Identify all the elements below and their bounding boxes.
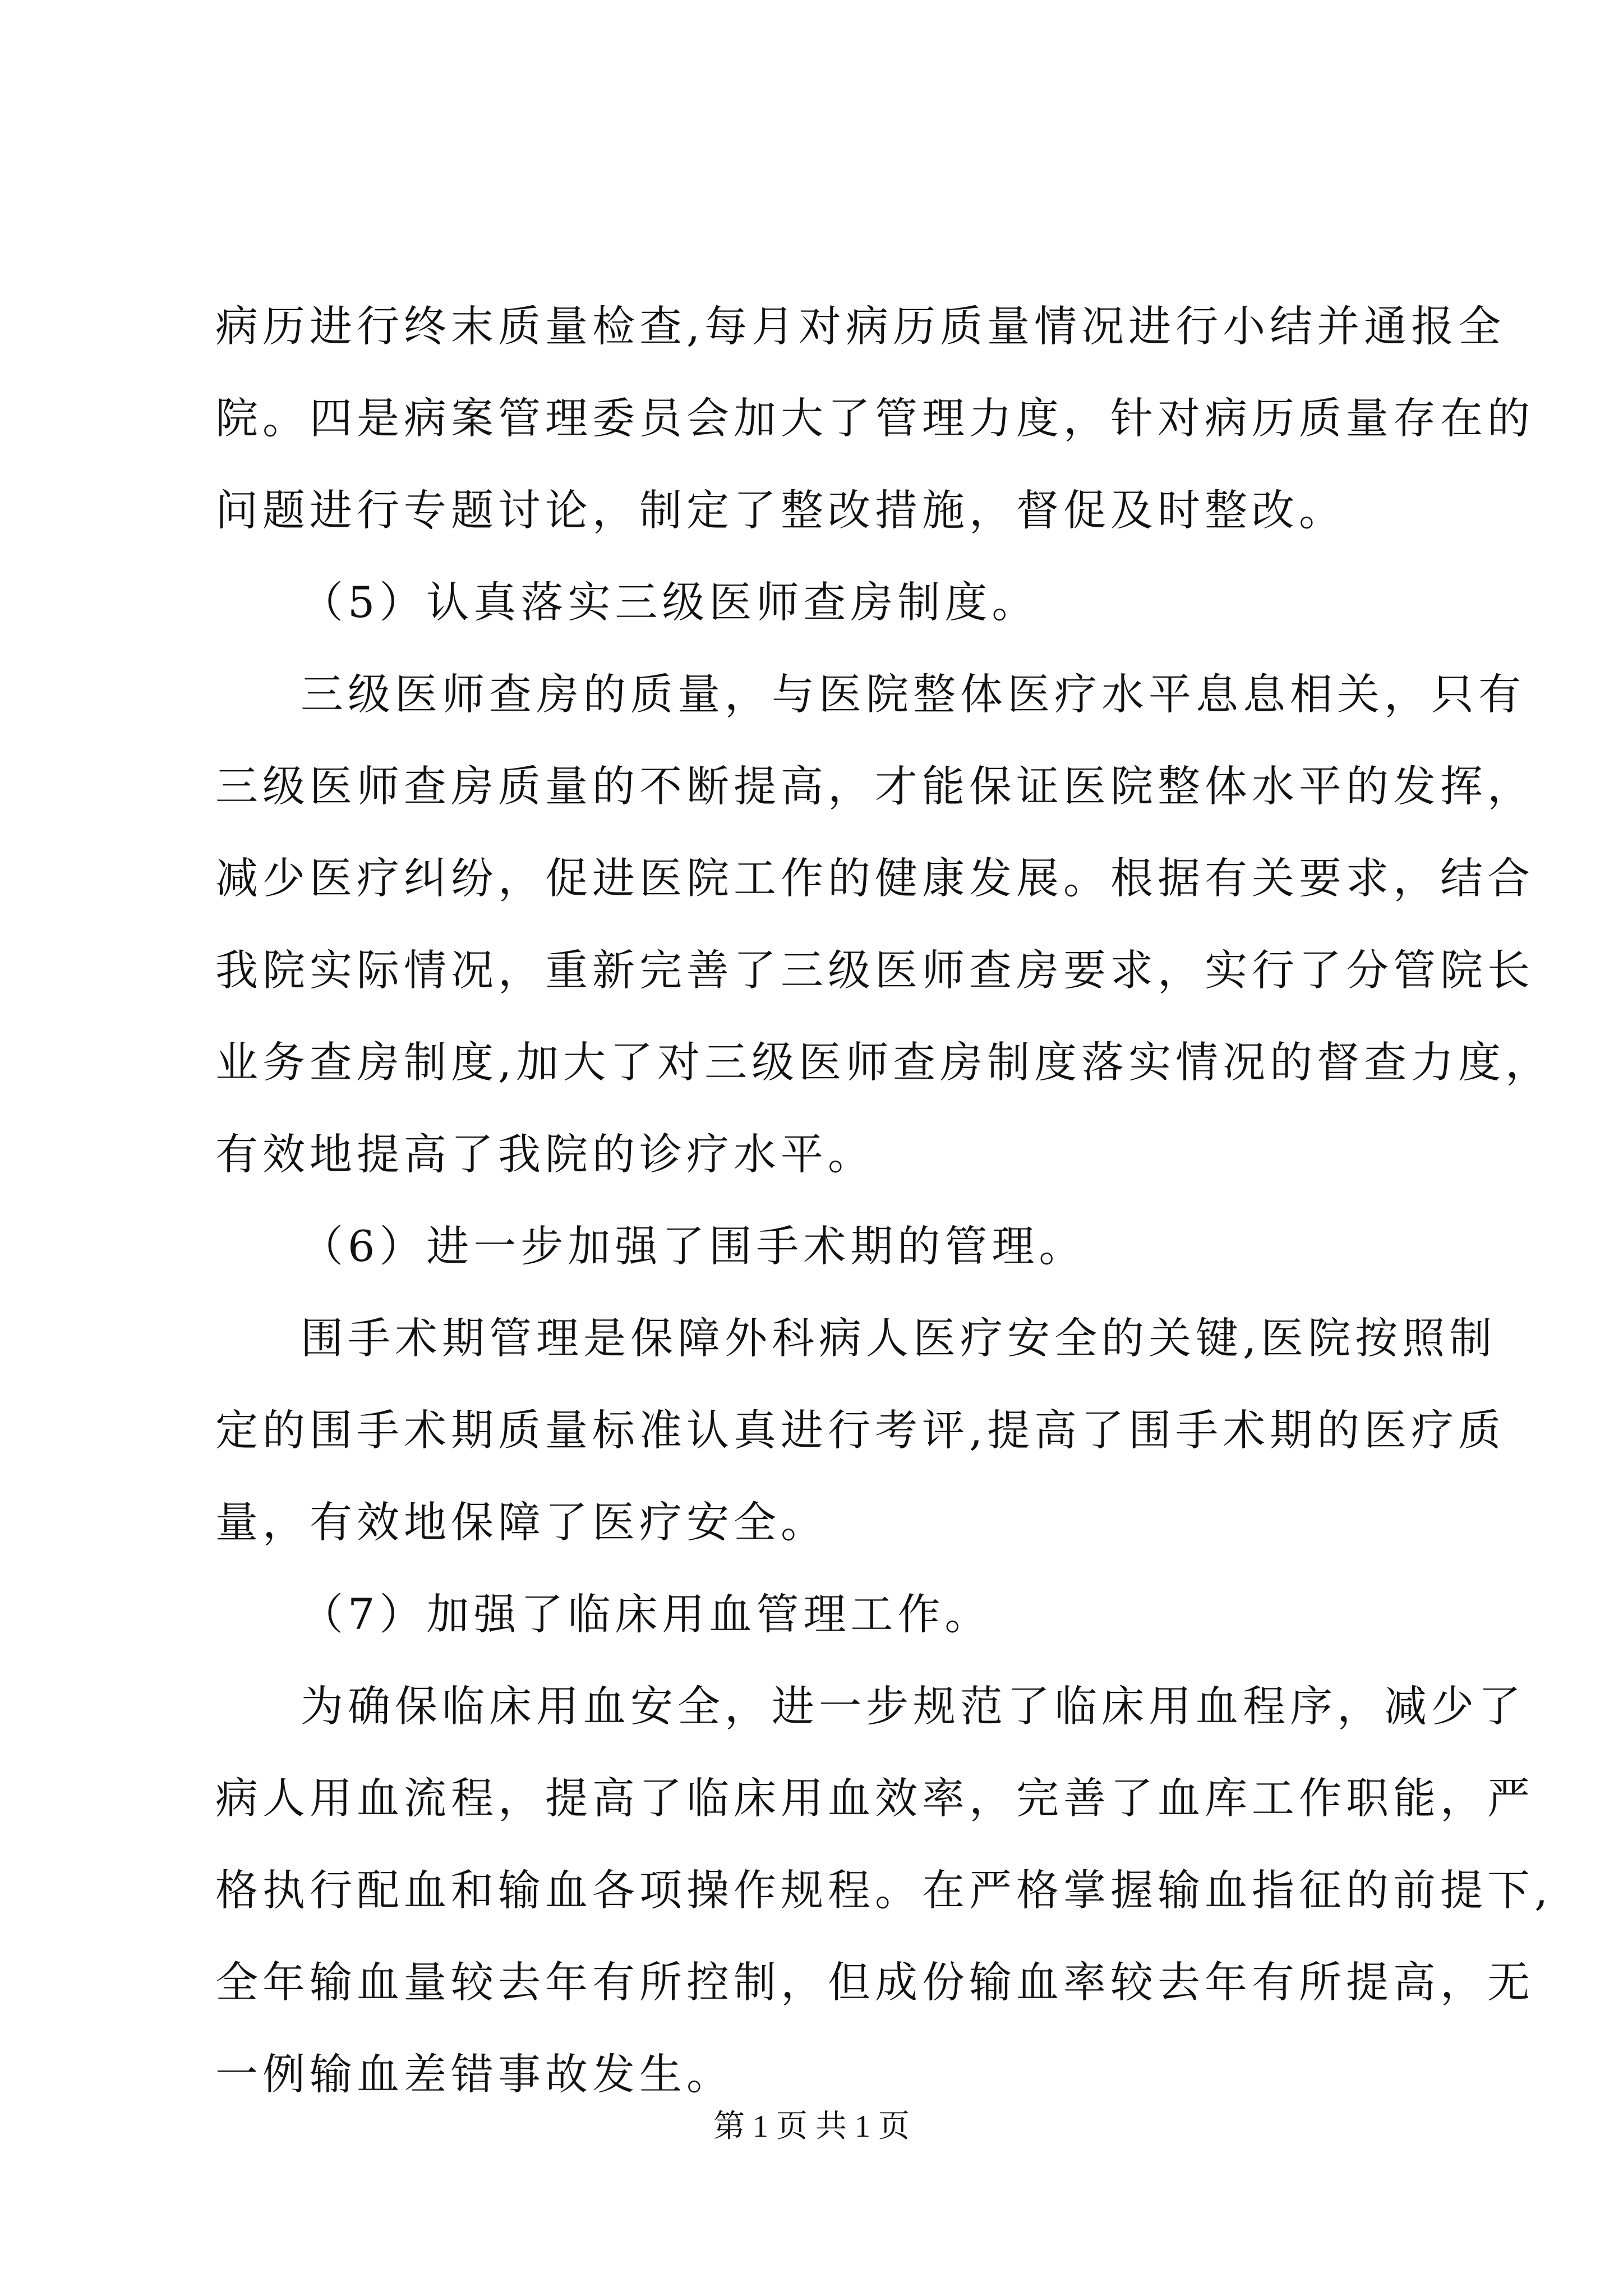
body-line-2: 院。四是病案管理委员会加大了管理力度，针对病历质量存在的 [215, 393, 1534, 443]
body-line-18: 格执行配血和输血各项操作规程。在严格掌握输血指征的前提下, [215, 1865, 1553, 1915]
body-line-8: 我院实际情况，重新完善了三级医师查房要求，实行了分管院长 [215, 945, 1534, 995]
body-line-20: 一例输血差错事故发生。 [215, 2049, 734, 2099]
body-line-19: 全年输血量较去年有所控制，但成份输血率较去年有所提高，无 [215, 1957, 1534, 2007]
body-line-12: 围手术期管理是保障外科病人医疗安全的关键,医院按照制 [301, 1313, 1497, 1363]
section-heading-7: （7）加强了临床用血管理工作。 [301, 1589, 992, 1639]
section-heading-5: （5）认真落实三级医师查房制度。 [301, 577, 1039, 627]
body-line-1: 病历进行终末质量检查,每月对病历质量情况进行小结并通报全 [215, 301, 1506, 351]
body-line-14: 量，有效地保障了医疗安全。 [215, 1497, 828, 1547]
body-line-13: 定的围手术期质量标准认真进行考评,提高了围手术期的医疗质 [215, 1405, 1506, 1455]
body-line-3: 问题进行专题讨论，制定了整改措施，督促及时整改。 [215, 485, 1346, 535]
body-line-17: 病人用血流程，提高了临床用血效率，完善了血库工作职能，严 [215, 1773, 1534, 1823]
body-line-5: 三级医师查房的质量，与医院整体医疗水平息息相关，只有 [301, 669, 1525, 719]
section-heading-6: （6）进一步加强了围手术期的管理。 [301, 1221, 1086, 1271]
body-line-6: 三级医师查房质量的不断提高，才能保证医院整体水平的发挥， [215, 761, 1534, 811]
body-line-10: 有效地提高了我院的诊疗水平。 [215, 1129, 875, 1179]
document-body [215, 280, 1553, 2120]
page-footer: 第 1 页 共 1 页 [713, 2109, 910, 2144]
body-line-9: 业务查房制度,加大了对三级医师查房制度落实情况的督查力度， [215, 1037, 1553, 1087]
body-line-16: 为确保临床用血安全，进一步规范了临床用血程序，减少了 [301, 1681, 1525, 1731]
body-line-7: 减少医疗纠纷，促进医院工作的健康发展。根据有关要求，结合 [215, 853, 1534, 903]
